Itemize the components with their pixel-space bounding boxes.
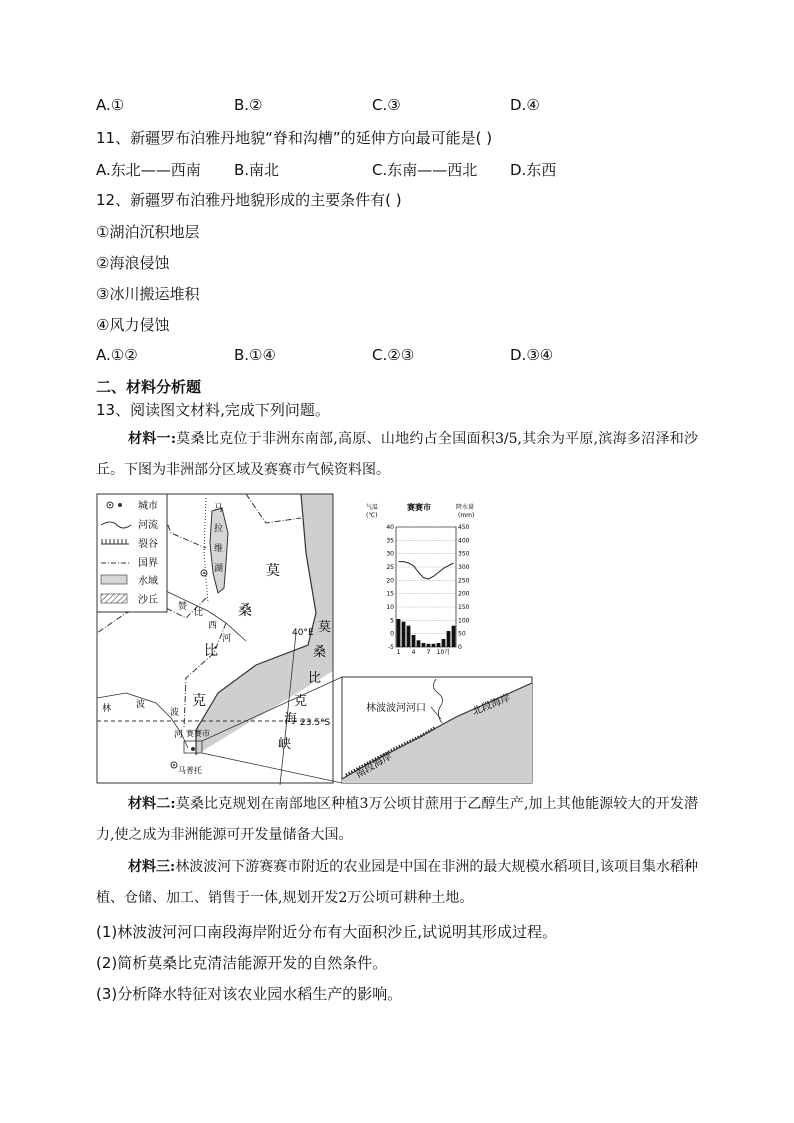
option-d: D.③④	[510, 346, 554, 364]
option-d: D.东西	[510, 161, 557, 179]
legend-border: 国界	[138, 558, 158, 569]
temp-tick-label: 5	[390, 617, 394, 625]
city-label: 赛赛市	[186, 729, 210, 738]
inset-south-label: 南段海岸	[354, 751, 395, 781]
maputo-label: 马普托	[178, 766, 202, 775]
temp-tick-label: 20	[386, 577, 394, 585]
limpopo-label-1: 林	[102, 704, 112, 714]
temp-tick-label: 10	[386, 604, 394, 611]
q12-options	[96, 346, 696, 366]
option-d: D.④	[510, 96, 540, 114]
zambezi-label-1: 赞	[178, 602, 188, 612]
option-a: A.东北——西南	[96, 161, 201, 179]
strait-label-5: 海	[284, 712, 298, 727]
precip-bar	[402, 622, 406, 647]
q12-item-2: ②海浪侵蚀	[96, 254, 170, 272]
month-tick-label: 1	[396, 649, 401, 655]
precip-tick-label: 50	[458, 630, 466, 638]
precip-bar	[397, 619, 401, 647]
limpopo-label-2: 波	[136, 700, 146, 710]
material-1	[96, 424, 698, 486]
option-c: C.③	[372, 96, 401, 114]
temp-tick-label: 15	[386, 590, 394, 598]
inset-north-label: 北段海岸	[471, 692, 513, 718]
material-2-text: 莫桑比克规划在南部地区种植3万公顷甘蔗用于乙醇生产,加上其他能源较大的开发潜力,使之成为非洲能源可开发量储备大国。	[96, 796, 699, 843]
climate-chart	[364, 500, 474, 655]
lake-label-2: 拉	[214, 524, 224, 534]
q12-item-3: ③冰川搬运堆积	[96, 285, 200, 303]
country-label-ke: 克	[192, 693, 206, 709]
material-3	[96, 852, 698, 914]
country-label-bi: 比	[204, 643, 218, 659]
question-13-stem: 13、阅读图文材料,完成下列问题。	[96, 401, 330, 419]
precip-tick-label: 300	[458, 564, 470, 571]
temp-tick-label: 35	[386, 537, 394, 545]
precip-tick-label: 350	[458, 550, 470, 558]
precip-bar	[407, 626, 411, 647]
material-1-text: 莫桑比克位于非洲东南部,高原、山地约占全国面积3/5,其余为平原,滨海多沼泽和沙丘。下图为非洲部分区域及赛赛市气候资料图。	[96, 431, 698, 478]
temp-tick-label: 30	[386, 550, 394, 558]
precip-tick-label: 100	[458, 617, 470, 625]
precip-tick-label: 200	[458, 590, 470, 598]
inset-map	[342, 677, 532, 783]
country-label-sang: 桑	[238, 603, 252, 619]
precip-tick-label: 250	[458, 577, 470, 585]
strait-label-1: 莫	[318, 620, 332, 635]
left-axis-title-1: 气温	[366, 504, 379, 511]
zambezi-label-2: 比	[194, 608, 204, 618]
option-b: B.②	[234, 96, 263, 114]
precip-bar	[452, 626, 456, 647]
option-b: B.①④	[234, 346, 276, 364]
zambezi-label-3: 西	[208, 621, 218, 631]
precip-bar	[442, 639, 446, 647]
option-a: A.①②	[96, 346, 138, 364]
rift-valley	[204, 498, 208, 603]
map-legend	[97, 494, 167, 612]
sub-question-1: (1)林波波河河口南段海岸附近分布有大面积沙丘,试说明其形成过程。	[96, 923, 558, 941]
precip-bar	[437, 643, 441, 647]
question-12-stem: 12、新疆罗布泊雅丹地貌形成的主要条件有( )	[96, 191, 402, 209]
precip-bar	[427, 644, 431, 647]
precip-bar	[447, 631, 451, 647]
month-tick-label: 7	[426, 649, 431, 655]
legend-rift: 裂谷	[138, 539, 158, 550]
precip-tick-label: 150	[458, 604, 470, 611]
lake-label-4: 湖	[214, 564, 224, 574]
precip-bar	[417, 640, 421, 647]
temp-tick-label: 40	[386, 524, 394, 531]
material-2	[96, 789, 698, 851]
sub-question-2: (2)简析莫桑比克清洁能源开发的自然条件。	[96, 954, 388, 972]
limpopo-label-4: 河	[174, 730, 184, 740]
left-axis-title-2: (℃)	[366, 512, 378, 519]
q12-item-4: ④风力侵蚀	[96, 316, 170, 334]
material-3-label: 材料三:	[128, 859, 176, 875]
strait-label-6: 峡	[278, 737, 292, 752]
strait-label-2: 桑	[313, 645, 327, 660]
legend-river: 河流	[138, 520, 158, 531]
month-tick-label: 4	[411, 649, 416, 655]
material-1-label: 材料一:	[128, 431, 176, 447]
country-label-mo: 莫	[266, 563, 280, 579]
sub-question-3: (3)分析降水特征对该农业园水稻生产的影响。	[96, 985, 403, 1003]
option-a: A.①	[96, 96, 125, 114]
lake-label-1: 马	[214, 504, 224, 514]
temp-tick-label: -5	[388, 644, 394, 651]
precip-bar	[422, 643, 426, 647]
q11-options	[96, 159, 696, 179]
material-2-label: 材料二:	[128, 796, 176, 812]
strait-label-3: 比	[308, 671, 322, 686]
q12-item-1: ①湖泊沉积地层	[96, 223, 200, 241]
q10-options	[96, 96, 696, 116]
precip-tick-label: 0	[458, 644, 462, 651]
option-c: C.东南——西北	[372, 161, 478, 179]
legend-dune: 沙丘	[138, 595, 158, 606]
material-3-text: 林波波河下游赛赛市附近的农业园是中国在非洲的最大规模水稻项目,该项目集水稻种植、仓储、加工、销售于一体,规划开发2万公顷可耕种土地。	[96, 859, 698, 906]
latitude-label: 23.5°S	[300, 718, 331, 728]
right-axis-title-2: (mm)	[458, 512, 474, 519]
chart-title: 赛赛市	[407, 503, 431, 512]
precip-bar	[432, 644, 436, 647]
right-axis-title-1: 降水量	[456, 504, 474, 511]
precip-tick-label: 400	[458, 537, 470, 545]
limpopo-label-3: 波	[170, 708, 180, 718]
temp-tick-label: 0	[390, 630, 394, 638]
precip-tick-label: 450	[458, 524, 470, 531]
section-heading: 二、材料分析题	[96, 378, 202, 396]
option-c: C.②③	[372, 346, 415, 364]
legend-city: 城市	[138, 501, 158, 512]
inset-mouth-label: 林波波河河口	[366, 703, 426, 714]
question-11-stem: 11、新疆罗布泊雅丹地貌“脊和沟槽”的延伸方向最可能是( )	[96, 129, 493, 147]
longitude-label: 40°E	[292, 628, 314, 638]
precip-bar	[412, 635, 416, 647]
strait-label-4: 克	[294, 694, 308, 709]
option-b: B.南北	[234, 161, 280, 179]
month-tick-label: 10月	[436, 649, 451, 655]
zambezi-label-4: 河	[222, 634, 232, 644]
legend-water: 水域	[138, 576, 158, 587]
temp-tick-label: 25	[386, 564, 394, 571]
lake-label-3: 维	[214, 544, 224, 554]
